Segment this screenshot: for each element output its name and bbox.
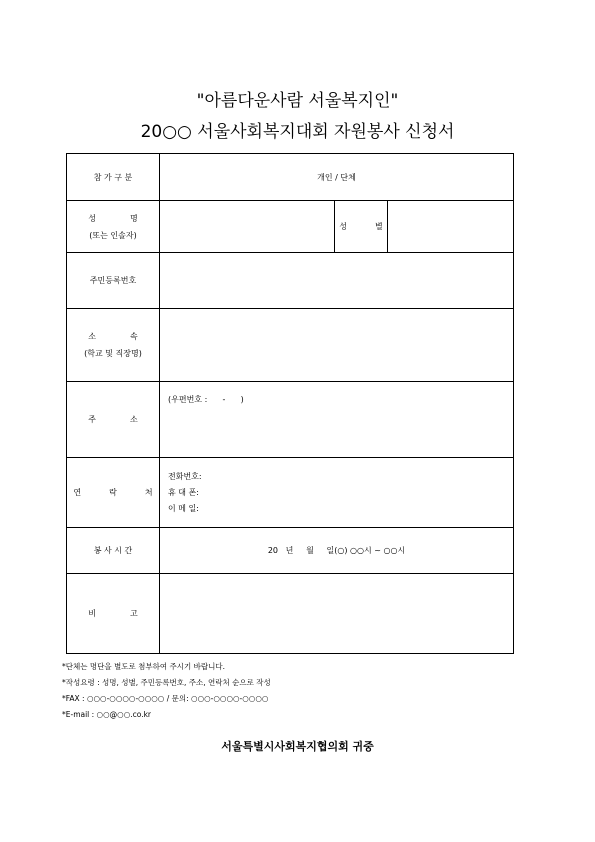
- affiliation-label-sub: (학교 및 직장명): [84, 349, 142, 358]
- row-service-time: [67, 528, 514, 574]
- remarks-label: [67, 574, 160, 654]
- note-item: *단체는 명단을 별도로 첨부하여 주시기 바랍니다.: [62, 662, 225, 671]
- name-label-b: 명: [130, 213, 138, 223]
- application-form-table: [66, 153, 514, 654]
- resident-id-field[interactable]: [160, 253, 514, 309]
- name-label-a: 성: [88, 213, 96, 223]
- row-remarks: [67, 574, 514, 654]
- gender-label: [335, 201, 388, 253]
- category-value[interactable]: 개인 / 단체: [160, 154, 514, 201]
- remarks-label-a: 비: [88, 609, 96, 618]
- name-label: [67, 201, 160, 253]
- affiliation-label-a: 소: [88, 332, 96, 341]
- remarks-label-b: 고: [130, 609, 138, 618]
- resident-id-label: 주민등록번호: [67, 253, 160, 309]
- phone-line: 전화번호:: [168, 471, 202, 481]
- service-time-label: 봉 사 시 간: [67, 528, 160, 574]
- affiliation-label: [67, 309, 160, 382]
- contact-label-a: 연: [73, 488, 82, 497]
- row-affiliation: [67, 309, 514, 382]
- contact-field[interactable]: [160, 458, 514, 528]
- note-item: *E-mail : ○○@○○.co.kr: [62, 710, 152, 719]
- contact-label-c: 처: [144, 488, 153, 497]
- row-name-gender: [67, 201, 514, 253]
- row-address: [67, 382, 514, 458]
- gender-label-a: 성: [339, 222, 347, 231]
- row-category: [67, 154, 514, 201]
- affiliation-label-b: 속: [130, 332, 138, 341]
- name-field[interactable]: [160, 201, 335, 253]
- notes-list: [62, 659, 271, 723]
- remarks-field[interactable]: [160, 574, 514, 654]
- document-title-line2: 20○○ 서울사회복지대회 자원봉사 신청서: [140, 122, 455, 142]
- address-field[interactable]: [160, 382, 514, 458]
- address-label-a: 주: [88, 415, 96, 424]
- addressee-footer: 서울특별시사회복지협의회 귀중: [221, 740, 374, 753]
- note-item: *FAX : ○○○-○○○○-○○○○ / 문의: ○○○-○○○○-○○○○: [62, 694, 269, 703]
- category-label: 참 가 구 분: [67, 154, 160, 201]
- zip-code-line: (우편번호 : - ): [168, 395, 244, 404]
- email-line: 이 메 일:: [168, 503, 199, 513]
- service-time-field[interactable]: 20 년 월 일(○) ○○시 ~ ○○시: [160, 528, 514, 574]
- document-title-line1: "아름다운사람 서울복지인": [196, 91, 399, 111]
- gender-label-b: 별: [375, 222, 383, 231]
- affiliation-field[interactable]: [160, 309, 514, 382]
- row-resident-id: [67, 253, 514, 309]
- address-label-b: 소: [130, 415, 138, 424]
- row-contact: [67, 458, 514, 528]
- mobile-line: 휴 대 폰:: [168, 487, 199, 497]
- contact-label-b: 락: [109, 488, 117, 497]
- contact-label: [67, 458, 160, 528]
- address-label: [67, 382, 160, 458]
- note-item: *작성요령 : 성명, 성별, 주민등록번호, 주소, 연락처 순으로 작성: [62, 678, 271, 687]
- gender-field[interactable]: [388, 201, 514, 253]
- name-label-sub: (또는 인솔자): [89, 230, 137, 240]
